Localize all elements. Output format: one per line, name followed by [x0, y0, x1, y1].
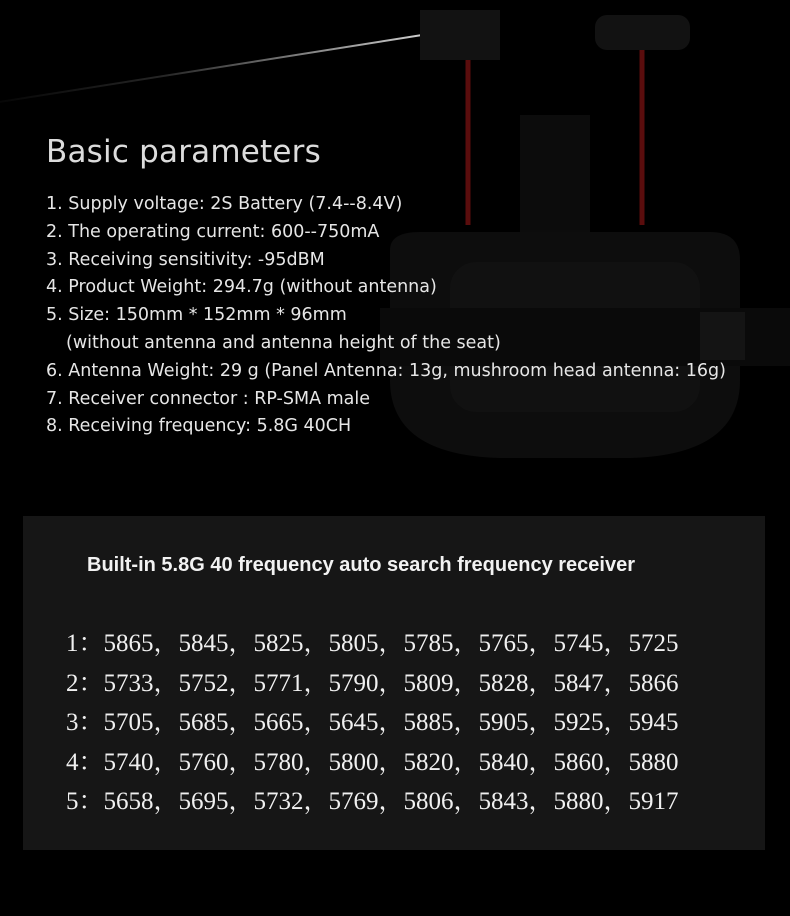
parameter-item: 3. Receiving sensitivity: -95dBM [46, 249, 325, 270]
parameter-item: 4. Product Weight: 294.7g (without antenna) [46, 277, 437, 298]
frequency-panel-title: Built-in 5.8G 40 frequency auto search frequency receiver [87, 554, 635, 576]
parameter-item: 8. Receiving frequency: 5.8G 40CH [46, 416, 352, 437]
frequency-panel [23, 516, 765, 850]
parameter-list [46, 191, 726, 441]
frequency-row: 3：5705，5685，5665，5645，5885，5905，5925，5945 [66, 709, 679, 737]
parameter-item: 7. Receiver connector : RP-SMA male [46, 388, 370, 409]
parameter-item: 6. Antenna Weight: 29 g (Panel Antenna: 13g, mushroom head antenna: 16g) [46, 360, 726, 381]
parameter-item: 5. Size: 150mm * 152mm * 96mm [46, 305, 347, 326]
frequency-row: 2：5733，5752，5771，5790，5809，5828，5847，5866 [66, 669, 679, 697]
parameter-item: 1. Supply voltage: 2S Battery (7.4--8.4V) [46, 194, 403, 214]
frequency-row: 4：5740，5760，5780，5800，5820，5840，5860，5880 [66, 748, 679, 776]
frequency-row: 5：5658，5695，5732，5769，5806，5843，5880，5917 [66, 788, 679, 816]
frequency-table [66, 624, 679, 822]
parameter-item-note: (without antenna and antenna height of the seat) [66, 332, 501, 353]
page-title: Basic parameters [46, 134, 321, 170]
frequency-row: 1：5865，5845，5825，5805，5785，5765，5745，5725 [66, 630, 679, 657]
parameter-item: 2. The operating current: 600--750mA [46, 221, 380, 242]
